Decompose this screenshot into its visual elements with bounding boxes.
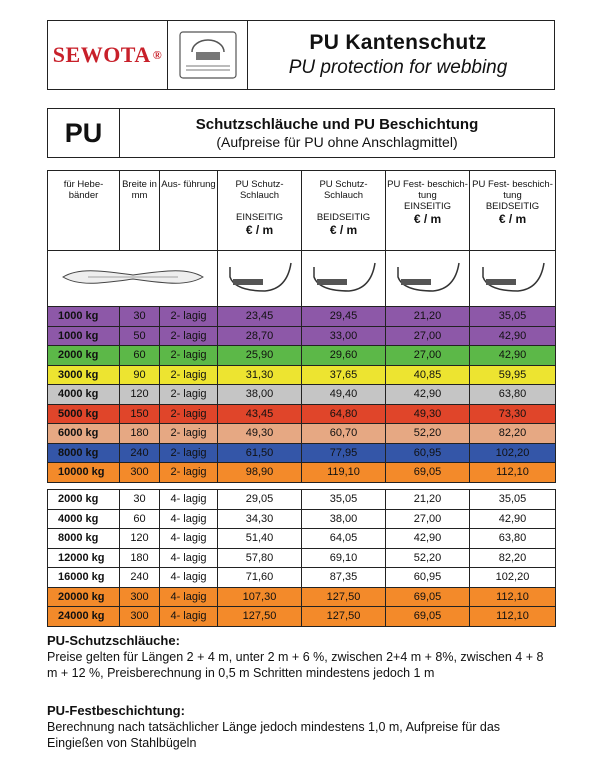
- table-row: [48, 509, 556, 529]
- width-cell: 300: [120, 463, 160, 483]
- load-cell: 3000 kg: [48, 365, 120, 385]
- price-cell: 112,10: [470, 463, 556, 483]
- price-cell: 77,95: [302, 443, 386, 463]
- price-cell: 60,95: [386, 568, 470, 588]
- load-cell: 5000 kg: [48, 404, 120, 424]
- price-cell: 42,90: [386, 529, 470, 549]
- section-subtitle: (Aufpreise für PU ohne Anschlagmittel): [216, 134, 458, 150]
- coating-einseitig-illustration: [386, 251, 470, 307]
- width-cell: 240: [120, 568, 160, 588]
- ausfuehrung-cell: 2- lagig: [160, 326, 218, 346]
- ausfuehrung-cell: 2- lagig: [160, 346, 218, 366]
- page-title: PU Kantenschutz: [309, 31, 487, 54]
- price-cell: 42,90: [470, 509, 556, 529]
- price-cell: 42,90: [386, 385, 470, 405]
- price-cell: 112,10: [470, 587, 556, 607]
- table-row: [48, 490, 556, 510]
- price-cell: 71,60: [218, 568, 302, 588]
- col-header-fest-beidseitig: PU Fest- beschich- tung BEIDSEITIG € / m: [470, 171, 556, 251]
- load-cell: 10000 kg: [48, 463, 120, 483]
- col-header-fest-einseitig: PU Fest- beschich- tung EINSEITIG € / m: [386, 171, 470, 251]
- price-cell: 57,80: [218, 548, 302, 568]
- price-cell: 43,45: [218, 404, 302, 424]
- price-cell: 69,10: [302, 548, 386, 568]
- col-header-hebebaender: für Hebe- bänder: [48, 171, 120, 251]
- price-cell: 42,90: [470, 326, 556, 346]
- section-abbr: PU: [48, 109, 120, 157]
- price-cell: 31,30: [218, 365, 302, 385]
- load-cell: 8000 kg: [48, 443, 120, 463]
- width-cell: 120: [120, 529, 160, 549]
- table-row: [48, 385, 556, 405]
- ausfuehrung-cell: 4- lagig: [160, 568, 218, 588]
- price-cell: 35,05: [470, 490, 556, 510]
- ausfuehrung-cell: 4- lagig: [160, 509, 218, 529]
- price-cell: 69,05: [386, 587, 470, 607]
- table-row: [48, 326, 556, 346]
- price-cell: 21,20: [386, 307, 470, 327]
- header-box: [47, 20, 555, 90]
- section-header: [47, 108, 555, 158]
- load-cell: 2000 kg: [48, 490, 120, 510]
- load-cell: 4000 kg: [48, 385, 120, 405]
- note-schutzschlaeuche: PU-Schutzschläuche: Preise gelten für Längen 2 + 4 m, unter 2 m + 6 %, zwischen 2+4 m + 8%, zwischen 4 + 8 m + 12 %, Preisberechnung in 0,5 m Schritten mindestens jedoch 1 m: [47, 633, 544, 680]
- width-cell: 50: [120, 326, 160, 346]
- width-cell: 180: [120, 548, 160, 568]
- tuv-cert-icon: [168, 21, 248, 89]
- price-cell: 73,30: [470, 404, 556, 424]
- price-cell: 60,70: [302, 424, 386, 444]
- ausfuehrung-cell: 2- lagig: [160, 443, 218, 463]
- note-festbeschichtung: PU-Festbeschichtung: Berechnung nach tatsächlicher Länge jedoch mindestens 1,0 m, Aufpreise für das Eingießen von Stahlbügeln: [47, 703, 501, 750]
- price-cell: 82,20: [470, 548, 556, 568]
- price-cell: 42,90: [470, 346, 556, 366]
- width-cell: 60: [120, 509, 160, 529]
- table-row: [48, 568, 556, 588]
- price-cell: 87,35: [302, 568, 386, 588]
- width-cell: 90: [120, 365, 160, 385]
- ausfuehrung-cell: 4- lagig: [160, 529, 218, 549]
- price-cell: 61,50: [218, 443, 302, 463]
- load-cell: 24000 kg: [48, 607, 120, 627]
- price-cell: 63,80: [470, 529, 556, 549]
- table-row: [48, 365, 556, 385]
- price-cell: 25,90: [218, 346, 302, 366]
- load-cell: 1000 kg: [48, 326, 120, 346]
- table-row: [48, 529, 556, 549]
- ausfuehrung-cell: 2- lagig: [160, 404, 218, 424]
- price-cell: 28,70: [218, 326, 302, 346]
- width-cell: 300: [120, 587, 160, 607]
- price-table-2-lagig: [47, 170, 556, 483]
- price-cell: 112,10: [470, 607, 556, 627]
- section-title: Schutzschläuche und PU Beschichtung: [195, 116, 479, 133]
- price-cell: 35,05: [302, 490, 386, 510]
- width-cell: 180: [120, 424, 160, 444]
- price-cell: 82,20: [470, 424, 556, 444]
- price-cell: 52,20: [386, 424, 470, 444]
- price-cell: 49,30: [218, 424, 302, 444]
- price-cell: 127,50: [302, 587, 386, 607]
- price-cell: 29,45: [302, 307, 386, 327]
- price-cell: 29,60: [302, 346, 386, 366]
- table-row: [48, 346, 556, 366]
- ausfuehrung-cell: 2- lagig: [160, 365, 218, 385]
- ausfuehrung-cell: 4- lagig: [160, 548, 218, 568]
- load-cell: 20000 kg: [48, 587, 120, 607]
- price-cell: 52,20: [386, 548, 470, 568]
- width-cell: 30: [120, 307, 160, 327]
- table-row: [48, 587, 556, 607]
- price-cell: 51,40: [218, 529, 302, 549]
- coating-beidseitig-illustration: [470, 251, 556, 307]
- price-cell: 23,45: [218, 307, 302, 327]
- table-row: [48, 424, 556, 444]
- col-header-ausfuehrung: Aus- führung: [160, 171, 218, 251]
- price-cell: 60,95: [386, 443, 470, 463]
- table-row: [48, 607, 556, 627]
- price-cell: 29,05: [218, 490, 302, 510]
- ausfuehrung-cell: 4- lagig: [160, 607, 218, 627]
- ausfuehrung-cell: 2- lagig: [160, 385, 218, 405]
- webbing-sling-illustration: [48, 251, 218, 307]
- price-cell: 38,00: [218, 385, 302, 405]
- table-row: [48, 463, 556, 483]
- col-header-schlauch-einseitig: PU Schutz- Schlauch EINSEITIG € / m: [218, 171, 302, 251]
- price-cell: 63,80: [470, 385, 556, 405]
- price-cell: 49,40: [302, 385, 386, 405]
- price-cell: 59,95: [470, 365, 556, 385]
- table-row: [48, 404, 556, 424]
- load-cell: 16000 kg: [48, 568, 120, 588]
- width-cell: 60: [120, 346, 160, 366]
- price-cell: 102,20: [470, 443, 556, 463]
- page-subtitle: PU protection for webbing: [288, 57, 508, 78]
- price-cell: 64,05: [302, 529, 386, 549]
- col-header-breite: Breite in mm: [120, 171, 160, 251]
- table-row: [48, 307, 556, 327]
- sleeve-beidseitig-illustration: [302, 251, 386, 307]
- price-cell: 119,10: [302, 463, 386, 483]
- price-cell: 98,90: [218, 463, 302, 483]
- price-cell: 69,05: [386, 463, 470, 483]
- price-cell: 69,05: [386, 607, 470, 627]
- ausfuehrung-cell: 4- lagig: [160, 587, 218, 607]
- price-table-4-lagig: [47, 489, 556, 627]
- sewota-logo: SEWOTA ®: [48, 21, 168, 89]
- price-cell: 35,05: [470, 307, 556, 327]
- price-cell: 127,50: [218, 607, 302, 627]
- price-cell: 27,00: [386, 509, 470, 529]
- load-cell: 1000 kg: [48, 307, 120, 327]
- sleeve-einseitig-illustration: [218, 251, 302, 307]
- price-cell: 102,20: [470, 568, 556, 588]
- ausfuehrung-cell: 4- lagig: [160, 490, 218, 510]
- price-cell: 64,80: [302, 404, 386, 424]
- table-row: [48, 548, 556, 568]
- ausfuehrung-cell: 2- lagig: [160, 463, 218, 483]
- price-cell: 107,30: [218, 587, 302, 607]
- price-cell: 34,30: [218, 509, 302, 529]
- ausfuehrung-cell: 2- lagig: [160, 307, 218, 327]
- price-cell: 40,85: [386, 365, 470, 385]
- width-cell: 240: [120, 443, 160, 463]
- load-cell: 4000 kg: [48, 509, 120, 529]
- load-cell: 12000 kg: [48, 548, 120, 568]
- price-cell: 33,00: [302, 326, 386, 346]
- price-cell: 49,30: [386, 404, 470, 424]
- table-row: [48, 443, 556, 463]
- col-header-schlauch-beidseitig: PU Schutz- Schlauch BEIDSEITIG € / m: [302, 171, 386, 251]
- width-cell: 30: [120, 490, 160, 510]
- load-cell: 6000 kg: [48, 424, 120, 444]
- price-cell: 27,00: [386, 346, 470, 366]
- price-cell: 21,20: [386, 490, 470, 510]
- width-cell: 150: [120, 404, 160, 424]
- price-cell: 127,50: [302, 607, 386, 627]
- price-cell: 37,65: [302, 365, 386, 385]
- price-cell: 27,00: [386, 326, 470, 346]
- load-cell: 2000 kg: [48, 346, 120, 366]
- price-cell: 38,00: [302, 509, 386, 529]
- ausfuehrung-cell: 2- lagig: [160, 424, 218, 444]
- load-cell: 8000 kg: [48, 529, 120, 549]
- width-cell: 120: [120, 385, 160, 405]
- width-cell: 300: [120, 607, 160, 627]
